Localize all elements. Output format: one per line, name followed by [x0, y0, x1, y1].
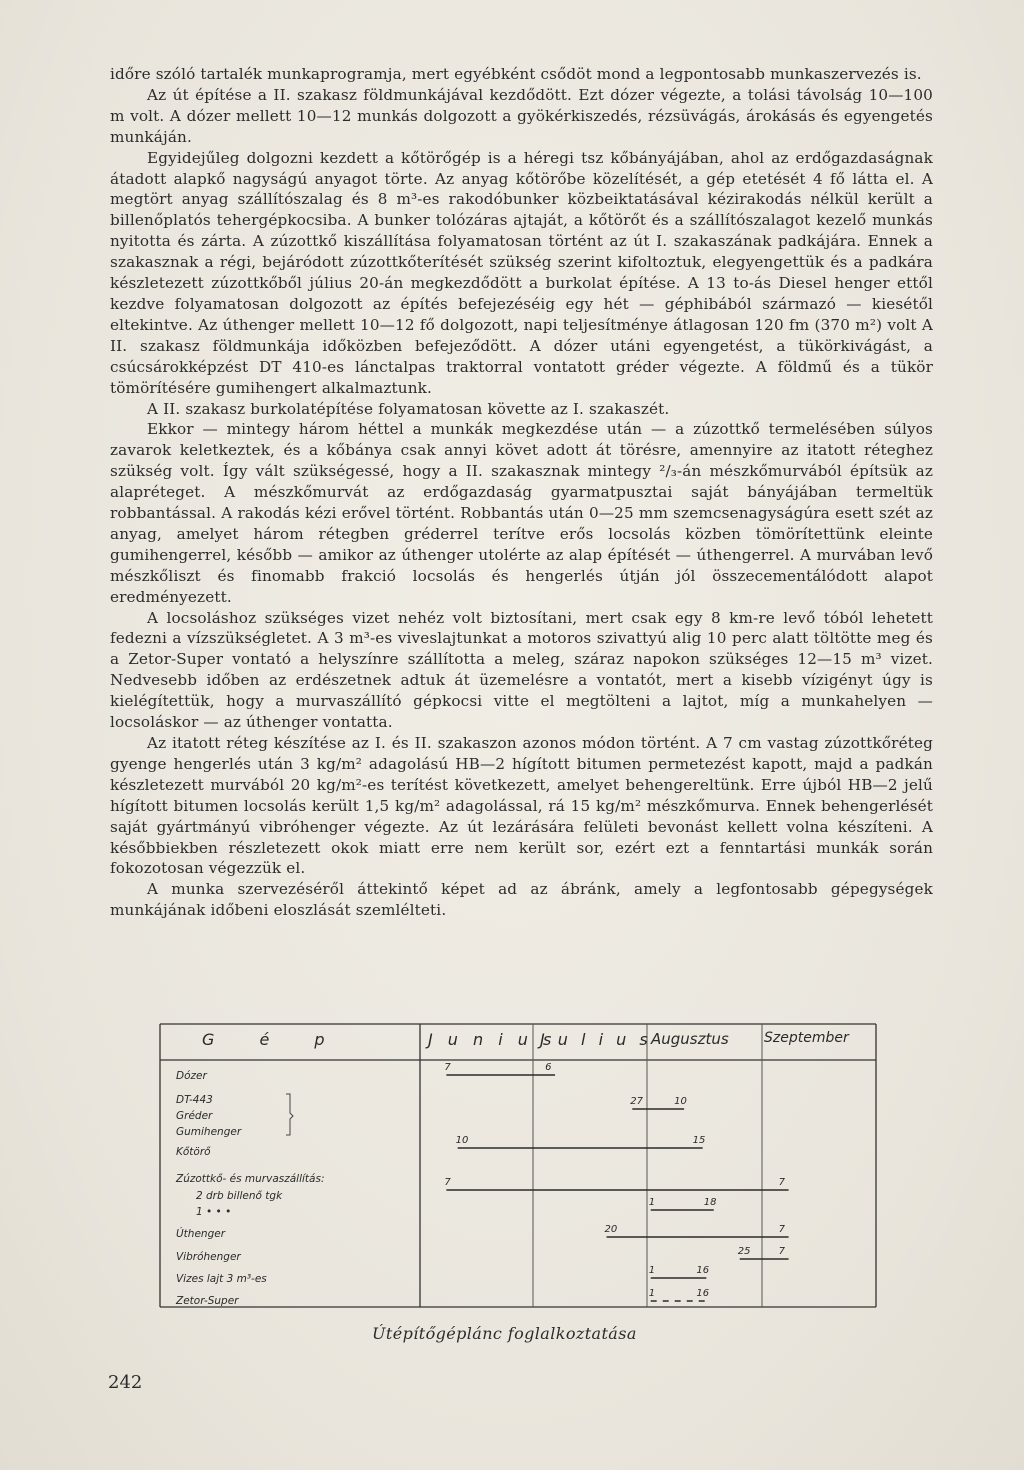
row-label-uthenger: Úthenger	[176, 1228, 226, 1240]
gantt-day-label: 15	[692, 1135, 706, 1146]
gantt-day-label: 7	[778, 1177, 785, 1188]
row-label-gumihenger: Gumihenger	[176, 1126, 242, 1138]
gantt-day-label: 1	[648, 1197, 656, 1208]
paragraph: időre szóló tartalék munkaprogramja, mert egyébként csődöt mond a legpontosabb munkaszervezés is.	[110, 65, 922, 83]
gantt-day-label: 7	[778, 1246, 785, 1257]
gantt-day-label: 1	[648, 1288, 656, 1299]
row-label-egy: 1 • • •	[196, 1206, 232, 1218]
gantt-day-label: 7	[778, 1224, 785, 1235]
gantt-day-label: 18	[703, 1197, 717, 1208]
paragraph: Egyidejűleg dolgozni kezdett a kőtörőgép is a héregi tsz kőbányájában, ahol az erdőgazdaságnak átadott alapkő nagyságú anyagot törte. Az anyag kőtörőbe közelítését, a gép etetését 4 fő látta el. A megtört anyag szállítószalag és 8 m³-es rakodóbunker közbeiktatásával kézirakodás nélkül került a billenőplatós tehergépkocsiba. A bunker tolózáras ajtaját, a kőtörőt és a szállítószalagot kezelő munkás nyitotta és zárta. A zúzottkő kiszállítása folyamatosan történt az út I. szakaszának padkájára. Ennek a szakasznak a régi, bejáródott zúzottkőterítését szükség szerint kifoltoztuk, elegyengettük és a padkára készletezett zúzottkőből július 20-án megkezdődött a burkolat építése. A 13 to-ás Diesel henger ettől kezdve folyamatosan dolgozott az építés befejezéséig egy hét — géphibából származó — kiesétől eltekintve. Az úthenger mellett 10—12 fő dolgozott, napi teljesítménye átlagosan 120 fm (370 m²) volt A II. szakasz földmunkája időközben befejeződött. A dózer utáni egyengetést, a tükörkivágást, a csúcsárokképzést DT 410-es lánctalpas traktorral vontatott gréder végezte. A földmű és a tükör tömörítésére gumihengert alkalmaztunk.	[110, 148, 933, 397]
paragraph: Ekkor — mintegy három héttel a munkák megkezdése után — a zúzottkő termelésében súlyos zavarok keletkeztek, és a kőbánya csak annyi követ adott át törésre, amennyire az itatott réteghez szükség volt. Így vált szükségessé, hogy a II. szakasznak mintegy ²/₃-án mészkőmurvából építsük az alapréteget. A mészkőmurvát az erdőgazdaság gyarmatpusztai saját bányájában termeltük robbantással. A rakodás kézi erővel történt. Robbantás után 0—25 mm szemcsenagyságúra esett szét az anyag, amelyet három rétegben gréderrel terítve erős locsolás közben tömörítettünk eleinte gumihengerrel, később — amikor az úthenger utolérte az alap építését — úthengerrel. A murvában levő mészkőliszt és finomabb frakció locsolás és hengerlés útján jól összecementálódott alapot eredményezett.	[110, 420, 933, 606]
gantt-day-label: 27	[630, 1096, 644, 1107]
gantt-day-label: 7	[444, 1177, 451, 1188]
gantt-day-label: 25	[737, 1246, 751, 1257]
row-label-dozer: Dózer	[176, 1070, 207, 1082]
row-label-zetor: Zetor-Super	[176, 1295, 239, 1307]
paragraph: A II. szakasz burkolatépítése folyamatosan követte az I. szakaszét.	[147, 399, 670, 418]
figure-caption: Útépítőgéplánc foglalkoztatása	[372, 1324, 637, 1343]
row-label-dt443: DT-443	[176, 1094, 213, 1106]
paragraph: A locsoláshoz szükséges vizet nehéz volt biztosítani, mert csak egy 8 km-re levő tóból lehetett fedezni a vízszükségletet. A 3 m³-es viveslajtunkat a motoros szivattyú alig 10 perc alatt töltötte meg és a Zetor-Super vontató a helyszínre szállította a meleg, száraz napokon szükséges 12—15 m³ vizet. Nedvesebb időben az erdészetnek adtuk át üzemelésre a vontatót, mert a kisebb vízigényt úgy is kielégítettük, hogy a murvaszállító gépkocsi vitte el megtölteni a lajtot, míg a munkahelyen — locsoláskor — az úthenger vontatta.	[110, 608, 933, 732]
row-label-greder: Gréder	[176, 1110, 213, 1122]
column-header-szeptember: Szeptember	[764, 1030, 849, 1046]
paragraph: Az út építése a II. szakasz földmunkájával kezdődött. Ezt dózer végezte, a tolási távolság 10—100 m volt. A dózer mellett 10—12 munkás dolgozott a gyökérkiszedés, rézsüvágás, árokásás és egyengetés munkáján.	[110, 85, 933, 146]
gantt-day-label: 16	[696, 1265, 710, 1276]
row-label-billeno: 2 drb billenő tgk	[196, 1190, 283, 1202]
row-label-vizes-lajt: Vizes lajt 3 m³-es	[176, 1273, 267, 1285]
column-header-augusztus: Augusztus	[651, 1030, 729, 1048]
gantt-day-label: 20	[604, 1224, 618, 1235]
row-label-szallitas: Zúzottkő- és murvaszállítás:	[176, 1173, 325, 1185]
gantt-day-label: 1	[648, 1265, 656, 1276]
row-label-vibrohenger: Vibróhenger	[176, 1251, 241, 1263]
paragraph: Az itatott réteg készítése az I. és II. szakaszon azonos módon történt. A 7 cm vastag zúzottkőréteg gyenge hengerlés után 3 kg/m² adagolású HB—2 hígított bitumen permetezést kapott, majd a padkán készletezett murvából 20 kg/m²-es terítést következett, amelyet behengereltünk. Erre újból HB—2 jelű hígított bitumen locsolás került 1,5 kg/m² adagolással, rá 15 kg/m² mészkőmurva. Ennek behengerlését saját gyártmányú vibróhenger végezte. Az út lezárására felületi bevonást kellett volna készíteni. A későbbiekben részletezett okok miatt erre nem került sor, ezért ezt a fenntartási munkák során fokozotosan végezzük el.	[110, 734, 933, 878]
gantt-day-label: 10	[674, 1096, 687, 1107]
paragraph: A munka szervezéséről áttekintő képet ad az ábránk, amely a legfontosabb gépegységek munkájának időbeni eloszlását szemlélteti.	[110, 880, 933, 920]
body-text	[110, 64, 933, 921]
gantt-day-label: 7	[444, 1062, 451, 1073]
row-label-kotoro: Kőtörő	[176, 1146, 211, 1158]
page-number: 242	[108, 1372, 143, 1393]
gantt-day-label: 6	[545, 1062, 552, 1073]
gantt-day-label: 16	[696, 1288, 710, 1299]
column-header-gep: G é p	[202, 1030, 345, 1049]
column-header-julius: J u l i u s	[540, 1030, 652, 1049]
column-header-junius: J u n i u s	[428, 1030, 557, 1049]
gantt-day-label: 10	[455, 1135, 469, 1146]
